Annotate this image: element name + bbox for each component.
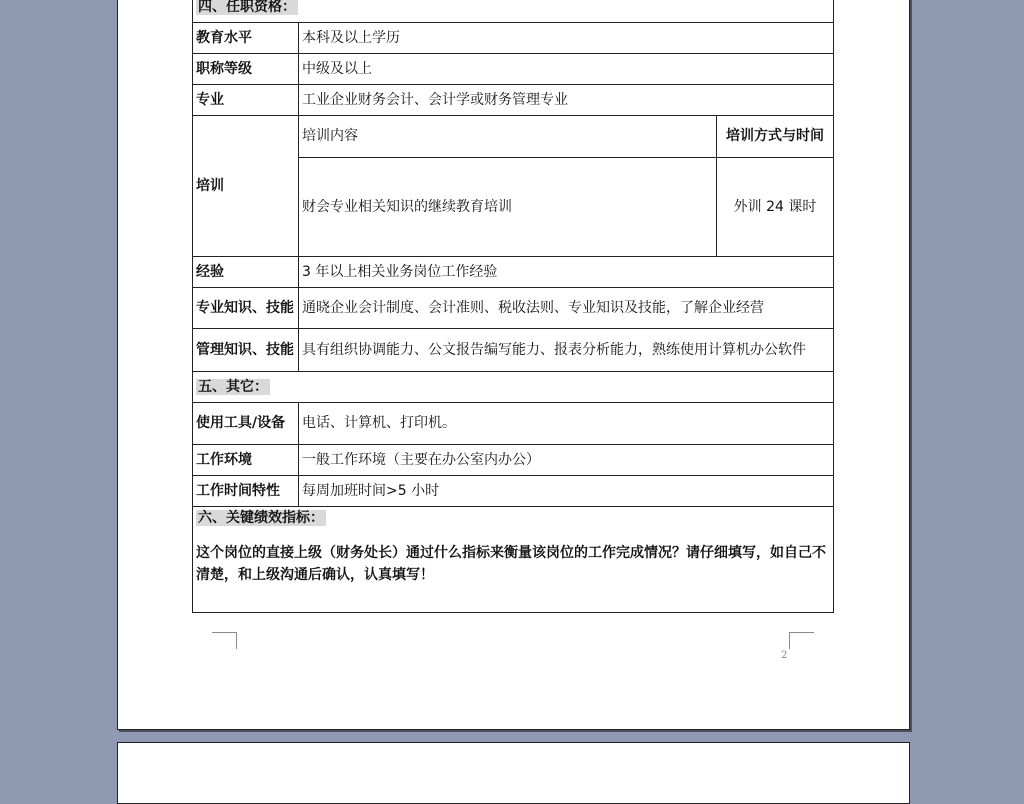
environment-value: 一般工作环境（主要在办公室内办公）: [299, 445, 834, 476]
section-6-body: 这个岗位的直接上级（财务处长）通过什么指标来衡量该岗位的工作完成情况？请仔细填写，如自己不清楚，和上级沟通后确认，认真填写！: [196, 545, 826, 583]
major-value: 工业企业财务会计、会计学或财务管理专业: [299, 85, 834, 116]
environment-row: [193, 445, 834, 476]
work-time-label: 工作时间特性: [193, 476, 299, 507]
title-level-row: [193, 54, 834, 85]
training-method-header: 培训方式与时间: [717, 116, 834, 158]
training-content-header: 培训内容: [299, 116, 717, 158]
section-4-row: [193, 0, 834, 23]
education-row: [193, 23, 834, 54]
section-4-title: 四、任职资格：: [198, 0, 296, 15]
title-level-label: 职称等级: [193, 54, 299, 85]
mgmt-knowledge-value: 具有组织协调能力、公文报告编写能力、报表分析能力，熟练使用计算机办公软件: [299, 329, 834, 372]
page-margin-mark-left: [212, 632, 237, 649]
education-label: 教育水平: [193, 23, 299, 54]
training-label: 培训: [193, 116, 299, 257]
next-document-page: [117, 742, 910, 804]
training-header-row: [193, 116, 834, 158]
experience-label: 经验: [193, 257, 299, 288]
major-label: 专业: [193, 85, 299, 116]
training-content: 财会专业相关知识的继续教育培训: [299, 158, 717, 257]
section-6-title: 六、关键绩效指标：: [198, 510, 324, 526]
prof-knowledge-label: 专业知识、技能: [193, 288, 299, 329]
page-margin-mark-right: [789, 632, 814, 649]
section-5-title: 五、其它：: [198, 378, 268, 395]
work-time-value: 每周加班时间>5 小时: [299, 476, 834, 507]
job-description-table: [192, 0, 834, 613]
work-time-row: [193, 476, 834, 507]
mgmt-knowledge-row: [193, 329, 834, 372]
tools-label: 使用工具/设备: [193, 403, 299, 445]
environment-label: 工作环境: [193, 445, 299, 476]
section-6-row: [193, 507, 834, 613]
tools-row: [193, 403, 834, 445]
education-value: 本科及以上学历: [299, 23, 834, 54]
experience-value: 3 年以上相关业务岗位工作经验: [299, 257, 834, 288]
prof-knowledge-value: 通晓企业会计制度、会计准则、税收法则、专业知识及技能，了解企业经营: [299, 288, 834, 329]
mgmt-knowledge-label: 管理知识、技能: [193, 329, 299, 372]
training-method: 外训 24 课时: [717, 158, 834, 257]
section-5-row: [193, 372, 834, 403]
major-row: [193, 85, 834, 116]
experience-row: [193, 257, 834, 288]
tools-value: 电话、计算机、打印机。: [299, 403, 834, 445]
page-number: 2: [781, 650, 788, 661]
prof-knowledge-row: [193, 288, 834, 329]
title-level-value: 中级及以上: [299, 54, 834, 85]
